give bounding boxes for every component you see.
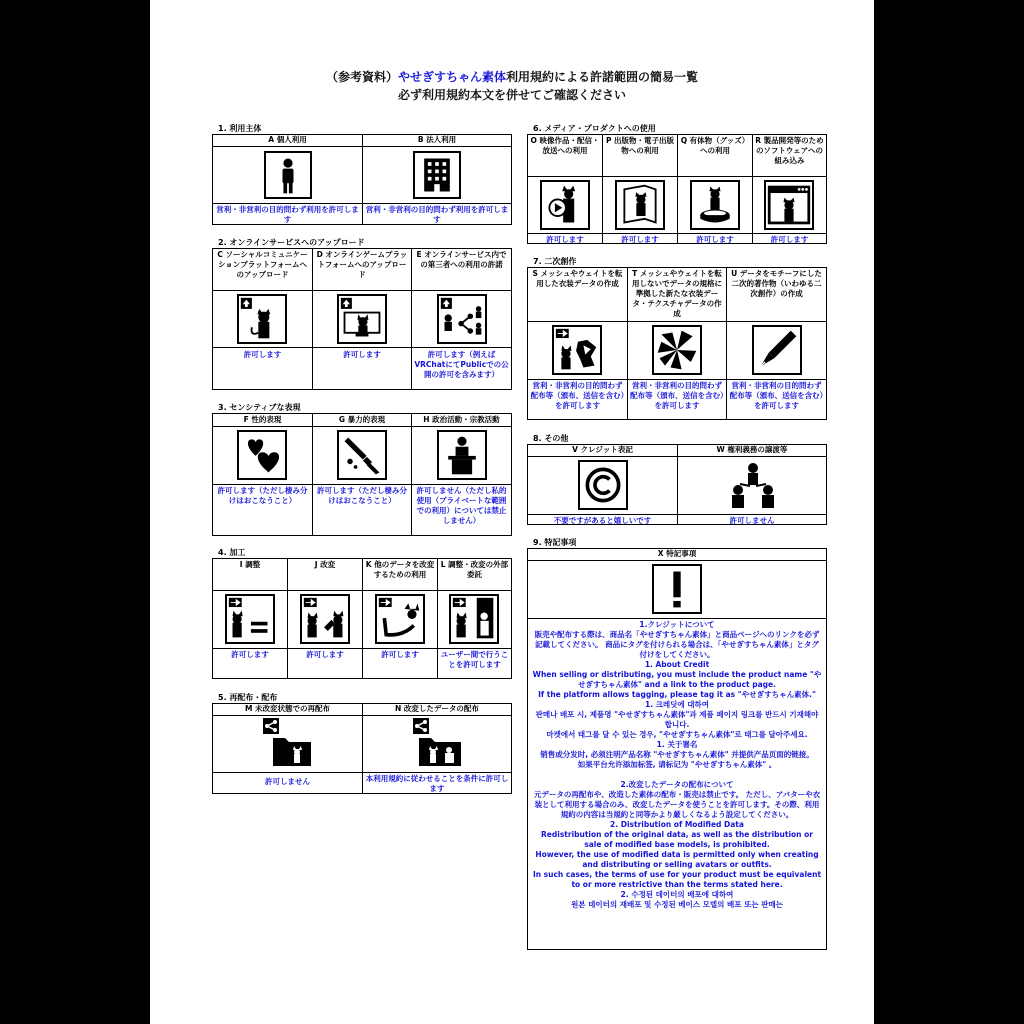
result-b: 営利・非営利の目的問わず利用を許可します [365,205,509,224]
note-line: 2.改変したデータの配布について [620,780,734,789]
section-heading-4: 4. 加工 [218,548,246,557]
result-a: 営利・非営利の目的問わず利用を許可します [216,205,359,224]
col-header-u: U データをモチーフにした二次的著作物（いわゆる二次創作）の作成 [731,269,822,298]
note-line: 1.クレジットについて [639,620,715,629]
result-t: 営利・非営利の目的問わず配布等（頒布、送信を含む）を許可します [630,381,724,410]
section-1-table [212,134,512,225]
note-line: 판매나 배포 시, 제품명 "やせぎすちゃん素体"과 제품 페이지 링크를 반드시 기재해야 합니다. [535,710,819,729]
result-e: 許可します（例えばVRChatにてPublicでの公開の許可を含みます） [414,350,509,379]
hearts-icon [237,430,287,480]
section-heading-1: 1. 利用主体 [218,124,262,133]
note-line: If the platform allows tagging, please tag it as "やせぎすちゃん素体." [538,690,816,699]
copyright-icon [578,460,628,510]
note-line: 元データの再配布や、改造した素体の配布・販売は禁止です。 ただし、アバターや衣装として利用する場合のみ、改変したデータを使うことを許可します。その際、利用規約の内容は当規約と同等かより厳しくなるよう設定してください。 [533,790,821,819]
col-header-c: C ソーシャルコミュニケーションプラットフォームへのアップロード [217,250,308,279]
knife-icon [337,430,387,480]
col-header-k: K 他のデータを改変するための利用 [365,560,435,579]
result-q: 許可します [696,235,734,244]
share-people-icon [437,294,487,344]
result-m: 許可しません [265,777,310,786]
note-line: 販売や配布する際は、商品名「やせぎすちゃん素体」と商品ページへのリンクを必ず記載してください。 商品にタグを付けられる場合は、「やせぎすちゃん素体」とタグ付けをしてください。 [534,630,820,659]
result-n: 本利用規約に従わせることを条件に許可します [365,774,509,793]
note-spacer [532,770,822,780]
col-header-t: T メッシュやウェイトを転用しないでデータの規格に準拠した新たな衣装データ・テクスチャデータの作成 [632,269,722,318]
section-5-table [212,703,512,794]
upload-cat-icon [237,294,287,344]
col-header-w: W 権利義務の譲渡等 [716,445,788,454]
section-3-table [212,413,512,536]
note-line: 如果平台允许添加标签, 请标记为 "やせぎすちゃん素体" 。 [577,760,777,769]
section-heading-8: 8. その他 [533,434,569,443]
section-9-table [527,548,827,950]
note-line: 2. 수정된 데이터의 배포에 대하여 [620,890,734,899]
note-line: In such cases, the terms of use for your product must be equivalent to or more restrictive than the terms stated here. [532,870,822,889]
col-header-i: I 調整 [239,560,261,569]
result-d: 許可します [343,350,381,359]
result-v: 不要ですがあると嬉しいです [553,516,652,525]
section-heading-9: 9. 特記事項 [533,538,577,547]
exclamation-icon [652,564,702,614]
title-suffix: 利用規約による許諾範囲の簡易一覧 [506,70,699,84]
col-header-d: D オンラインゲームプラットフォームへのアップロード [316,250,408,279]
col-header-v: V クレジット表記 [572,445,633,454]
section-7-table [527,267,827,420]
figure-cat-icon [690,180,740,230]
col-header-f: F 性的表現 [243,415,282,424]
result-u: 営利・非営利の目的問わず配布等（頒布、送信を含む）を許可します [729,381,824,410]
title-highlight: やせぎすちゃん素体 [397,70,506,84]
result-j: 許可します [306,650,344,659]
section-heading-5: 5. 再配布・配布 [218,693,278,702]
note-line: 1. About Credit [644,660,710,669]
note-line: 1. 크레딧에 대하여 [644,700,709,709]
col-header-s: S メッシュやウェイトを転用した衣装データの作成 [532,269,623,288]
note-line: However, the use of modified data is permitted only when creating and distributing or selling avatars or outfits. [535,850,819,869]
result-h: 許可しません（ただし私的使用（プライベートな範囲での利用）については禁止しません） [416,486,507,525]
col-header-q: Q 有体物（グッズ）への利用 [680,136,750,155]
section-6-table [527,134,827,244]
note-line: 원본 데이터의 재배포 및 수정된 베이스 모델의 배포 또는 판매는 [571,900,783,909]
col-header-h: H 政治活動・宗教活動 [423,415,500,424]
person-icon [264,151,312,199]
window-cat-icon [764,180,814,230]
col-header-o: O 映像作品・配信・放送への利用 [530,136,600,155]
section-heading-6: 6. メディア・プロダクトへの使用 [533,124,656,133]
document-title [150,68,874,85]
result-p: 許可します [621,235,659,244]
col-header-j: J 改変 [314,560,336,569]
note-line: 마켓에서 태그를 달 수 있는 경우, "やせぎすちゃん素体"로 태그를 달아주세요. [546,730,808,739]
cloth-icon [652,325,702,375]
section-4-table [212,558,512,679]
col-header-b: B 法人利用 [417,135,457,144]
result-c: 許可します [243,350,282,359]
note-line: Redistribution of the original data, as well as the distribution or sale of modified base models, is prohibited. [541,830,813,849]
col-header-n: N 改変したデータの配布 [395,704,479,713]
col-header-m: M 未改変状態での再配布 [244,704,331,713]
modify-icon [300,594,350,644]
section-heading-7: 7. 二次創作 [533,257,577,266]
podium-icon [437,430,487,480]
result-w: 許可しません [729,516,775,525]
result-f: 許可します（ただし棲み分けはおこなうこと） [217,486,308,505]
result-k: 許可します [381,650,419,659]
note-line: 销售或分发时, 必须注明产品名称 "やせぎすちゃん素体" 并提供产品页面的链接。 [540,750,814,759]
section-2-table [212,248,512,390]
reference-document [150,0,874,1024]
note-line: 1. 关于署名 [656,740,698,749]
result-l: ユーザー間で行うことを許可します [440,650,509,669]
result-i: 許可します [231,650,269,659]
video-cat-icon [540,180,590,230]
share-folder-cats-icon [413,718,463,768]
share-folder-icon [263,718,313,768]
result-r: 許可します [770,235,809,244]
cat-cloth-icon [552,325,602,375]
result-o: 許可します [546,235,584,244]
col-header-l: L 調整・改変の外部委託 [440,560,509,579]
col-header-g: G 暴力的表現 [338,415,386,424]
outsource-icon [449,594,499,644]
col-header-e: E オンラインサービス内での第三者への利用の許諾 [416,250,507,269]
book-cat-icon [615,180,665,230]
adjust-icon [225,594,275,644]
section-heading-3: 3. センシティブな表現 [218,403,301,412]
note-line: 2. Distribution of Modified Data [610,820,744,829]
title-prefix: （参考資料） [325,70,398,84]
note-line: When selling or distributing, you must include the product name "やせぎすちゃん素体" and a link to the product page. [532,670,822,689]
col-header-a: A 個人利用 [268,135,307,144]
cat-sculpt-icon [375,594,425,644]
result-g: 許可します（ただし棲み分けはおこなうこと） [317,486,407,505]
col-header-r: R 製品開発等のためのソフトウェアへの組み込み [755,136,824,165]
section-8-table [527,444,827,525]
transfer-people-icon [728,460,778,510]
monitor-cat-icon [337,294,387,344]
building-icon [413,151,461,199]
col-header-p: P 出版物・電子出版物への利用 [605,136,675,155]
result-s: 営利・非営利の目的問わず配布等（頒布、送信を含む）を許可します [530,381,625,410]
document-subtitle: 必ず利用規約本文を併せてご確認ください [397,88,626,102]
section-heading-2: 2. オンラインサービスへのアップロード [218,238,365,247]
col-header-x: X 特記事項 [657,549,697,558]
pen-icon [752,325,802,375]
notes-body [528,620,826,949]
